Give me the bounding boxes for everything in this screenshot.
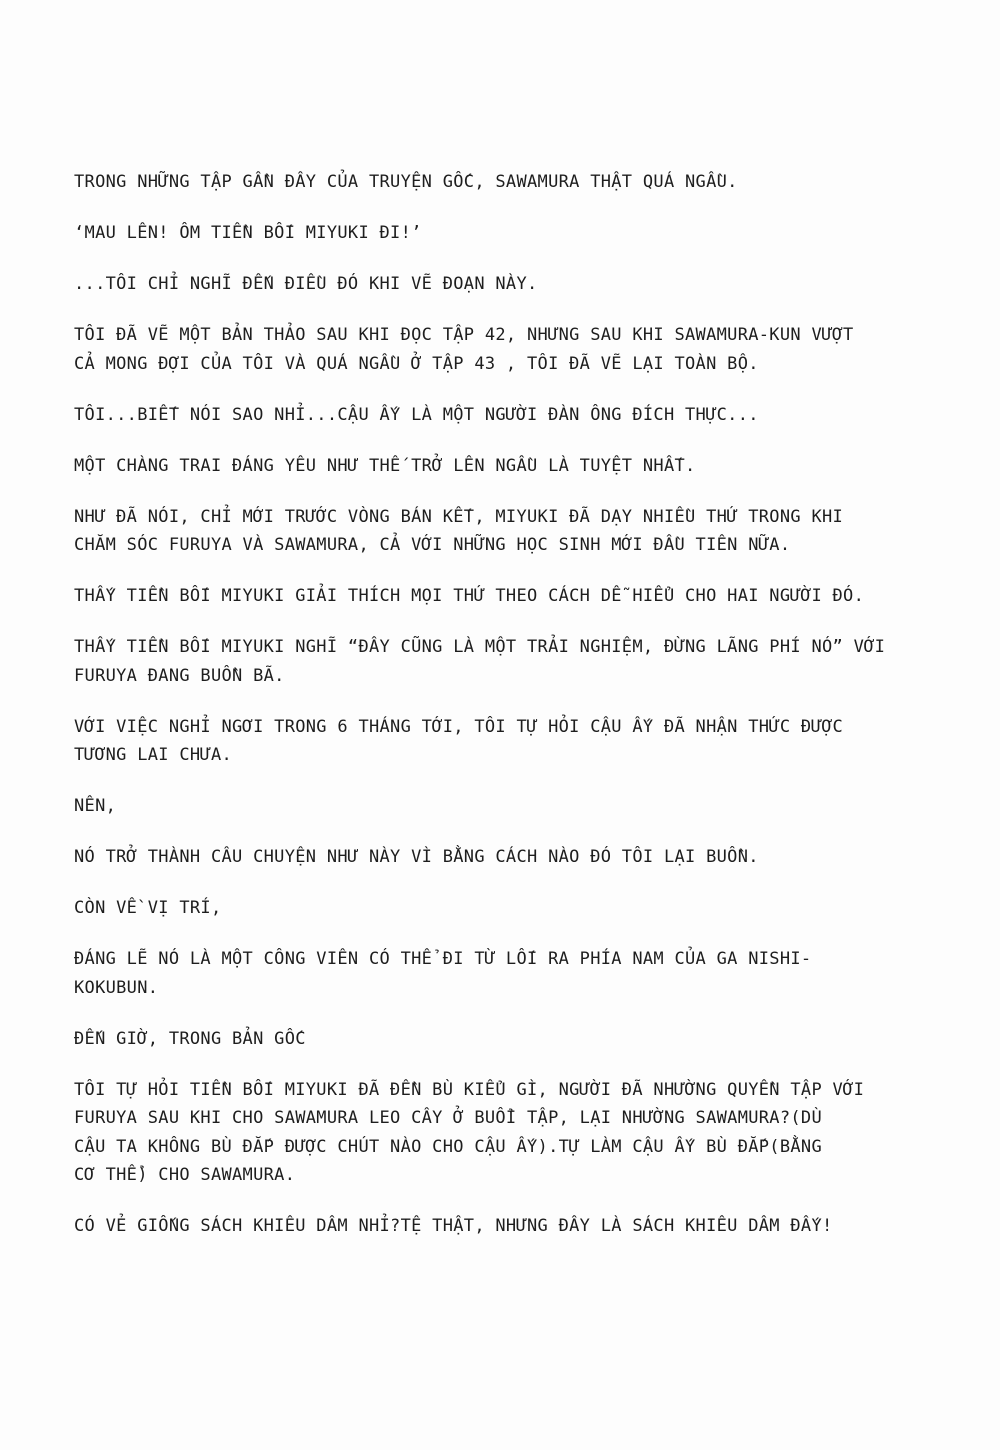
paragraph: TRONG NHỮNG TẬP GẦN ĐÂY CỦA TRUYỆN GỐC, SAWAMURA THẬT QUÁ NGẦU. <box>74 172 738 192</box>
paragraph: MỘT CHÀNG TRAI ĐÁNG YÊU NHƯ THẾ TRỞ LÊN NGẦU LÀ TUYỆT NHẤT. <box>74 455 696 476</box>
paragraph: TÔI TỰ HỎI TIỀN BỐI MIYUKI ĐÃ ĐỀN BÙ KIỂU GÌ, NGƯỜI ĐÃ NHƯỜNG QUYỀN TẬP VỚI FURUYA SAU KHI CHO SAWAMURA LEO CÂY Ở BUỔI TẬP, LẠI NHƯỜNG SAWAMURA?(DÙ CẬU TA KHÔNG BÙ ĐẮP ĐƯỢC CHÚT NÀO CHO CẬU ẤY).TỰ LÀM CẬU ẤY BÙ ĐẮP(BẰNG CƠ THỂ) CHO SAWAMURA. <box>74 1079 865 1185</box>
paragraph: TÔI...BIẾT NÓI SAO NHỈ...CẬU ẤY LÀ MỘT NGƯỜI ĐÀN ÔNG ĐÍCH THỰC... <box>74 404 759 425</box>
paragraph: ...TÔI CHỈ NGHĨ ĐẾN ĐIỀU ĐÓ KHI VẼ ĐOẠN NÀY. <box>74 274 538 294</box>
paragraph: ĐÁNG LẼ NÓ LÀ MỘT CÔNG VIÊN CÓ THỂ ĐI TỪ LỐI RA PHÍA NAM CỦA GA NISHI- KOKUBUN. <box>74 949 812 998</box>
paragraph: CÒN VỀ VỊ TRÍ, <box>74 898 222 918</box>
paragraph: THẤY TIỀN BỐI MIYUKI NGHĨ “ĐÂY CŨNG LÀ MỘT TRẢI NGHIỆM, ĐỪNG LÃNG PHÍ NÓ” VỚI FURUYA ĐANG BUỒN BÃ. <box>74 637 886 686</box>
paragraph: NÓ TRỞ THÀNH CÂU CHUYỆN NHƯ NÀY VÌ BẰNG CÁCH NÀO ĐÓ TÔI LẠI BUỒN. <box>74 847 759 867</box>
paragraph: ĐẾN GIỜ, TRONG BẢN GỐC <box>74 1028 306 1049</box>
paragraph: THẤY TIỀN BỐI MIYUKI GIẢI THÍCH MỌI THỨ THEO CÁCH DỄ HIỂU CHO HAI NGƯỜI ĐÓ. <box>74 586 865 606</box>
afterword-text <box>74 168 934 1263</box>
paragraph: NÊN, <box>74 796 117 816</box>
paragraph: CÓ VẺ GIỐNG SÁCH KHIÊU DÂM NHỈ?TỆ THẬT, NHƯNG ĐÂY LÀ SÁCH KHIÊU DÂM ĐẤY! <box>74 1216 833 1236</box>
paragraph: VỚI VIỆC NGHỈ NGƠI TRONG 6 THÁNG TỚI, TÔI TỰ HỎI CẬU ẤY ĐÃ NHẬN THỨC ĐƯỢC TƯƠNG LAI CHƯA. <box>74 716 844 765</box>
paragraph: NHƯ ĐÃ NÓI, CHỈ MỚI TRƯỚC VÒNG BÁN KẾT, MIYUKI ĐÃ DẠY NHIỀU THỨ TRONG KHI CHĂM SÓC FURUYA VÀ SAWAMURA, CẢ VỚI NHỮNG HỌC SINH MỚI ĐẦU TIÊN NỮA. <box>74 506 844 555</box>
paragraph: ‘MAU LÊN! ÔM TIỀN BỐI MIYUKI ĐI!’ <box>74 223 422 243</box>
paragraph: TÔI ĐÃ VẼ MỘT BẢN THẢO SAU KHI ĐỌC TẬP 42, NHƯNG SAU KHI SAWAMURA-KUN VƯỢT CẢ MONG ĐỢI CỦA TÔI VÀ QUÁ NGẦU Ở TẬP 43 , TÔI ĐÃ VẼ LẠI TOÀN BỘ. <box>74 325 854 374</box>
